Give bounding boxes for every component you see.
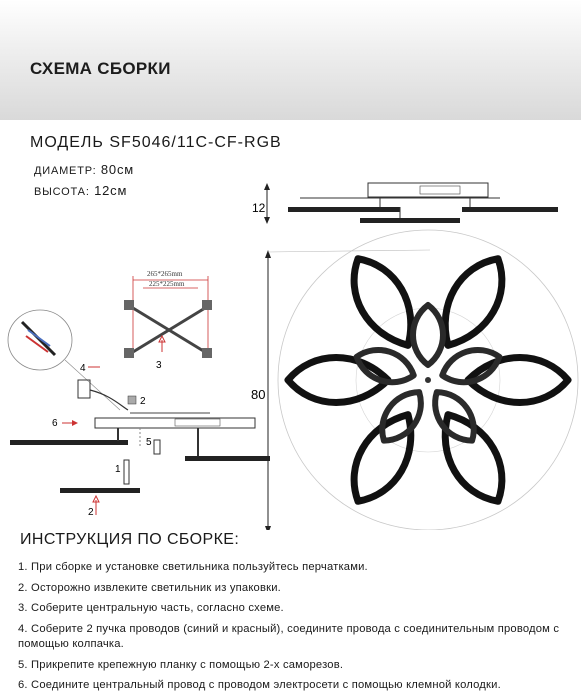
height-dimension-label: 12 [252,201,266,215]
instruction-step: 1. При сборке и установке светильника пользуйтесь перчатками. [18,561,368,573]
mounting-bracket [124,270,212,371]
spec-diameter-label: ДИАМЕТР: [34,165,97,177]
spec-diameter-value: 80см [100,162,134,177]
callout-6: 6 [52,418,58,429]
callout-2-lower: 2 [88,507,94,518]
instruction-step: 4. Соберите 2 пучка проводов (синий и красный), соедините провода с соединительным проводом с помощью колпачка. [18,622,560,650]
instruction-step: 5. Прикрепите крепежную планку с помощью 2-х саморезов. [18,658,344,671]
chandelier-top-view [278,230,578,530]
spec-height-label: ВЫСОТА: [34,186,90,198]
callout-1: 1 [115,464,121,475]
callout-5: 5 [146,437,152,448]
side-view [252,183,558,224]
bracket-inner-size: 225*225mm [149,280,185,288]
wiring-detail [8,310,128,410]
diameter-dimension-label: 80 [251,387,266,402]
bracket-outer-size: 265*265mm [147,270,183,278]
model-name: МОДЕЛЬ SF5046/11C-CF-RGB [30,134,282,151]
callout-2-upper: 2 [140,396,146,407]
callout-4: 4 [80,363,86,374]
exploded-fixture [10,396,270,518]
instruction-step: 2. Осторожно извлеките светильник из упаковки. [18,581,281,594]
assembly-diagram [0,165,581,530]
page-title: СХЕМА СБОРКИ [30,59,171,78]
instructions-list [18,560,573,699]
instruction-step: 3. Соберите центральную часть, согласно схеме. [18,602,284,614]
callout-3: 3 [156,360,162,371]
spec-height-value: 12см [94,183,128,198]
instructions-title: ИНСТРУКЦИЯ ПО СБОРКЕ: [20,531,240,548]
instruction-step: 6. Соедините центральный провод с проводом электросети с помощью клемной колодки. [18,679,501,691]
header-banner [0,0,581,120]
